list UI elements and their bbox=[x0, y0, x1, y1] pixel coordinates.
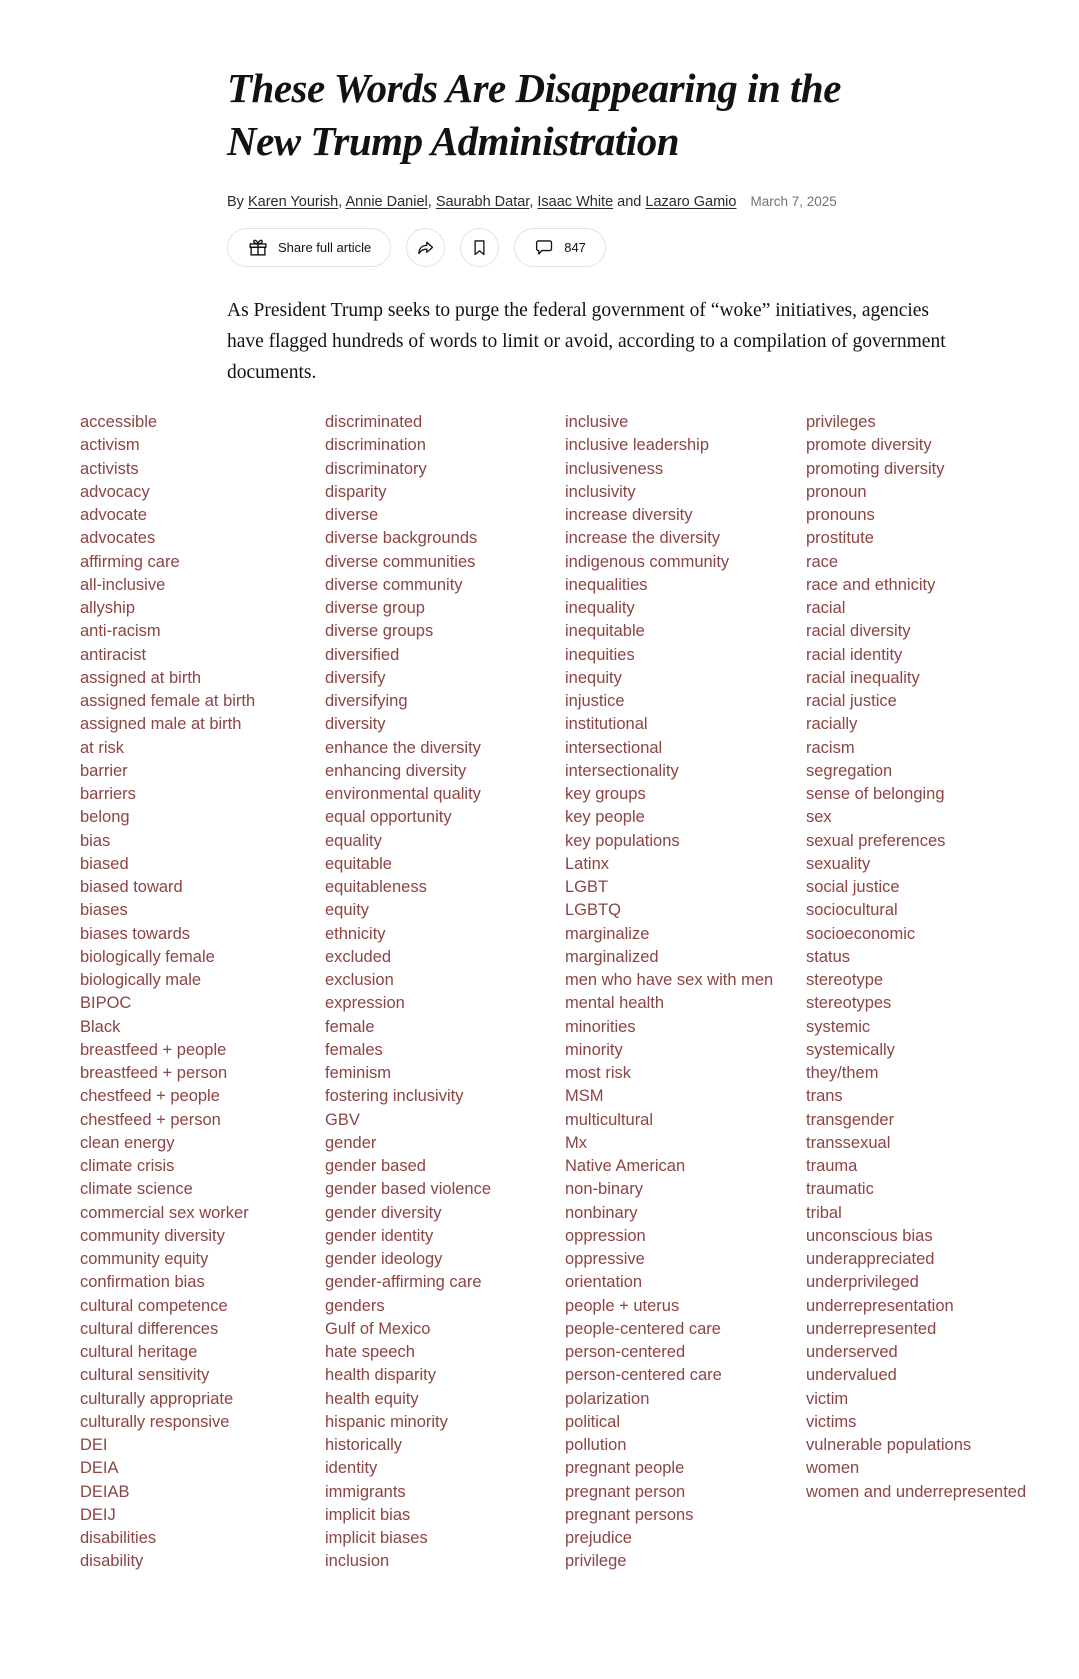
word-item: increase the diversity bbox=[565, 529, 720, 548]
word-item: belong bbox=[80, 808, 130, 827]
word-item: person-centered care bbox=[565, 1366, 722, 1385]
publish-date: March 7, 2025 bbox=[750, 194, 837, 209]
word-item: underprivileged bbox=[806, 1273, 919, 1292]
word-item: cultural sensitivity bbox=[80, 1366, 210, 1385]
word-item: inequity bbox=[565, 668, 622, 687]
comments-button[interactable] bbox=[514, 228, 606, 267]
word-item: transsexual bbox=[806, 1133, 891, 1152]
author-link[interactable]: Annie Daniel bbox=[345, 194, 428, 210]
word-item: diversify bbox=[325, 668, 386, 687]
word-item: intersectionality bbox=[565, 761, 679, 780]
word-item: undervalued bbox=[806, 1366, 897, 1385]
word-item: injustice bbox=[565, 692, 625, 710]
word-item: underappreciated bbox=[806, 1250, 935, 1268]
word-item: indigenous community bbox=[565, 552, 730, 571]
word-item: equal opportunity bbox=[325, 808, 452, 827]
word-item: all-inclusive bbox=[80, 575, 166, 594]
byline-text: , bbox=[427, 194, 436, 210]
word-item: MSM bbox=[565, 1087, 604, 1106]
share-full-article-button[interactable] bbox=[227, 228, 391, 267]
word-item: diverse groups bbox=[325, 622, 434, 641]
word-item: person-centered bbox=[565, 1343, 686, 1361]
word-item: sexual preferences bbox=[806, 831, 946, 850]
word-item: breastfeed + person bbox=[80, 1064, 228, 1082]
word-item: status bbox=[806, 947, 851, 966]
word-item: hate speech bbox=[325, 1343, 415, 1361]
word-item: promoting diversity bbox=[806, 459, 945, 478]
word-item: commercial sex worker bbox=[80, 1203, 249, 1222]
word-item: diverse community bbox=[325, 575, 463, 594]
word-item: fostering inclusivity bbox=[325, 1087, 464, 1106]
word-item: trans bbox=[806, 1087, 843, 1106]
word-item: diverse communities bbox=[325, 552, 476, 571]
word-item: cultural heritage bbox=[80, 1343, 198, 1361]
word-item: polarization bbox=[565, 1389, 650, 1408]
word-item: discriminatory bbox=[325, 459, 427, 478]
word-item: equality bbox=[325, 831, 382, 850]
word-item: inclusiveness bbox=[565, 459, 664, 478]
word-item: Black bbox=[80, 1017, 121, 1036]
word-item: minorities bbox=[565, 1017, 636, 1036]
word-item: vulnerable populations bbox=[806, 1436, 972, 1454]
word-item: gender based violence bbox=[325, 1180, 492, 1199]
word-item: excluded bbox=[325, 947, 392, 966]
word-item: biased toward bbox=[80, 878, 183, 896]
word-item: health equity bbox=[325, 1389, 419, 1408]
word-item: immigrants bbox=[325, 1482, 406, 1501]
word-item: BIPOC bbox=[80, 994, 132, 1013]
word-item: implicit biases bbox=[325, 1529, 428, 1547]
word-item: community equity bbox=[80, 1250, 209, 1268]
word-item: activists bbox=[80, 459, 139, 478]
word-item: diverse bbox=[325, 506, 379, 524]
word-item: disability bbox=[80, 1552, 144, 1571]
word-item: inequalities bbox=[565, 575, 648, 594]
comment-count: 847 bbox=[564, 240, 586, 255]
word-item: non-binary bbox=[565, 1180, 643, 1199]
word-item: equity bbox=[325, 901, 370, 920]
word-item: marginalize bbox=[565, 924, 650, 943]
word-item: barriers bbox=[80, 785, 136, 803]
word-item: culturally appropriate bbox=[80, 1389, 234, 1408]
word-item: accessible bbox=[80, 413, 158, 431]
word-item: biases towards bbox=[80, 924, 191, 943]
word-item: climate science bbox=[80, 1180, 193, 1199]
word-item: systemically bbox=[806, 1040, 895, 1059]
word-item: GBV bbox=[325, 1110, 360, 1129]
word-item: orientation bbox=[565, 1273, 643, 1292]
word-item: advocate bbox=[80, 506, 147, 524]
author-link[interactable]: Isaac White bbox=[537, 194, 614, 210]
word-item: sexuality bbox=[806, 854, 871, 873]
word-item: discrimination bbox=[325, 436, 426, 455]
word-item: key groups bbox=[565, 785, 646, 803]
word-item: diverse backgrounds bbox=[325, 529, 478, 548]
headline-line-1: These Words Are Disappearing in the bbox=[227, 65, 841, 111]
word-item: discriminated bbox=[325, 413, 423, 431]
word-item: key populations bbox=[565, 831, 680, 850]
word-item: diversity bbox=[325, 715, 386, 734]
word-list bbox=[80, 411, 1079, 1574]
word-item: historically bbox=[325, 1436, 403, 1454]
word-item: pronouns bbox=[806, 506, 875, 524]
byline-text: , bbox=[338, 194, 346, 210]
word-item: disabilities bbox=[80, 1529, 157, 1547]
word-item: social justice bbox=[806, 878, 900, 896]
bookmark-button[interactable] bbox=[460, 228, 499, 267]
word-item: increase diversity bbox=[565, 506, 693, 524]
word-item: political bbox=[565, 1412, 621, 1431]
word-item: multicultural bbox=[565, 1110, 654, 1129]
word-item: DEIJ bbox=[80, 1505, 116, 1524]
word-item: systemic bbox=[806, 1017, 871, 1036]
word-item: race and ethnicity bbox=[806, 575, 936, 594]
word-column-2 bbox=[325, 411, 565, 1574]
word-item: assigned female at birth bbox=[80, 692, 256, 710]
word-item: transgender bbox=[806, 1110, 895, 1129]
word-item: Gulf of Mexico bbox=[325, 1319, 431, 1338]
byline-text: , bbox=[529, 194, 538, 210]
word-item: racism bbox=[806, 738, 855, 757]
word-column-3 bbox=[565, 411, 806, 1574]
word-item: females bbox=[325, 1040, 383, 1059]
word-item: gender ideology bbox=[325, 1250, 443, 1268]
word-item: tribal bbox=[806, 1203, 842, 1222]
word-item: cultural differences bbox=[80, 1319, 219, 1338]
word-item: barrier bbox=[80, 761, 128, 780]
share-full-article-label: Share full article bbox=[278, 240, 372, 255]
word-item: biased bbox=[80, 854, 129, 873]
headline-line-2: New Trump Administration bbox=[227, 118, 680, 164]
word-item: oppressive bbox=[565, 1250, 645, 1268]
word-item: privilege bbox=[565, 1552, 627, 1571]
intro-paragraph: As President Trump seeks to purge the federal government of “woke” initiatives, agencies have flagged hundreds of words to limit or avoid, according to a compilation of government documents. bbox=[227, 300, 946, 383]
word-item: socioeconomic bbox=[806, 924, 916, 943]
word-item: nonbinary bbox=[565, 1203, 638, 1222]
word-item: gender-affirming care bbox=[325, 1273, 482, 1292]
word-item: sociocultural bbox=[806, 901, 898, 920]
word-item: inclusion bbox=[325, 1552, 390, 1571]
word-item: at risk bbox=[80, 738, 125, 757]
word-item: gender identity bbox=[325, 1226, 434, 1245]
word-item: sense of belonging bbox=[806, 785, 945, 803]
share-button[interactable] bbox=[406, 228, 445, 267]
word-item: men who have sex with men bbox=[565, 971, 774, 989]
comment-icon bbox=[534, 237, 555, 258]
word-item: racial bbox=[806, 599, 846, 617]
word-item: biases bbox=[80, 901, 128, 920]
word-item: underrepresented bbox=[806, 1319, 937, 1338]
byline-authors bbox=[227, 194, 736, 210]
word-item: DEI bbox=[80, 1436, 108, 1454]
word-item: race bbox=[806, 552, 839, 571]
word-item: bias bbox=[80, 831, 111, 850]
word-item: pollution bbox=[565, 1436, 627, 1454]
word-item: traumatic bbox=[806, 1180, 874, 1199]
word-item: anti-racism bbox=[80, 622, 161, 641]
word-item: marginalized bbox=[565, 947, 659, 966]
word-item: stereotypes bbox=[806, 994, 892, 1013]
word-item: health disparity bbox=[325, 1366, 436, 1385]
word-item: biologically male bbox=[80, 971, 202, 989]
word-item: expression bbox=[325, 994, 405, 1013]
word-item: victim bbox=[806, 1389, 849, 1408]
word-item: intersectional bbox=[565, 738, 663, 757]
word-item: hispanic minority bbox=[325, 1412, 448, 1431]
word-item: pregnant people bbox=[565, 1459, 685, 1478]
word-item: cultural competence bbox=[80, 1296, 228, 1315]
word-item: exclusion bbox=[325, 971, 394, 989]
word-item: gender based bbox=[325, 1157, 426, 1175]
word-item: gender diversity bbox=[325, 1203, 442, 1222]
word-item: equitable bbox=[325, 854, 392, 873]
word-column-1 bbox=[80, 411, 325, 1574]
word-item: breastfeed + people bbox=[80, 1040, 227, 1059]
word-item: enhancing diversity bbox=[325, 761, 467, 780]
word-item: prejudice bbox=[565, 1529, 632, 1547]
word-item: diversified bbox=[325, 645, 400, 664]
word-item: ethnicity bbox=[325, 924, 386, 943]
author-link[interactable]: Saurabh Datar bbox=[435, 194, 530, 210]
word-item: racial identity bbox=[806, 645, 903, 664]
word-item: trauma bbox=[806, 1157, 858, 1175]
gift-icon bbox=[247, 237, 269, 259]
word-item: DEIA bbox=[80, 1459, 119, 1478]
word-item: underrepresentation bbox=[806, 1296, 954, 1315]
word-item: key people bbox=[565, 808, 645, 827]
word-item: chestfeed + person bbox=[80, 1110, 221, 1129]
word-item: identity bbox=[325, 1459, 378, 1478]
word-item: clean energy bbox=[80, 1133, 175, 1152]
word-item: LGBTQ bbox=[565, 901, 621, 920]
word-item: affirming care bbox=[80, 552, 180, 571]
bookmark-icon bbox=[469, 237, 490, 258]
word-item: gender bbox=[325, 1133, 377, 1152]
word-item: pronoun bbox=[806, 482, 867, 501]
word-item: activism bbox=[80, 436, 140, 455]
word-item: inclusive bbox=[565, 413, 629, 431]
word-item: unconscious bias bbox=[806, 1226, 933, 1245]
author-link[interactable]: Karen Yourish bbox=[247, 194, 339, 210]
word-item: feminism bbox=[325, 1064, 392, 1082]
word-item: institutional bbox=[565, 715, 648, 734]
word-item: inequitable bbox=[565, 622, 645, 641]
word-item: LGBT bbox=[565, 878, 609, 896]
word-item: female bbox=[325, 1017, 375, 1036]
word-item: assigned male at birth bbox=[80, 715, 242, 734]
word-item: biologically female bbox=[80, 947, 215, 966]
word-item: implicit bias bbox=[325, 1505, 411, 1524]
word-item: pregnant person bbox=[565, 1482, 686, 1501]
share-arrow-icon bbox=[415, 237, 436, 258]
word-item: diversifying bbox=[325, 692, 408, 710]
word-column-4 bbox=[806, 411, 1079, 1574]
article-toolbar bbox=[227, 228, 967, 267]
byline-text: By bbox=[227, 194, 248, 210]
word-item: they/them bbox=[806, 1064, 879, 1082]
word-item: Latinx bbox=[565, 854, 610, 873]
word-item: mental health bbox=[565, 994, 665, 1013]
word-item: racial diversity bbox=[806, 622, 911, 641]
word-item: assigned at birth bbox=[80, 668, 202, 687]
word-item: Native American bbox=[565, 1157, 686, 1175]
word-item: advocates bbox=[80, 529, 156, 548]
word-item: people-centered care bbox=[565, 1319, 721, 1338]
word-item: environmental quality bbox=[325, 785, 481, 803]
word-item: genders bbox=[325, 1296, 385, 1315]
word-item: inclusivity bbox=[565, 482, 636, 501]
author-link[interactable]: Lazaro Gamio bbox=[645, 194, 737, 210]
word-item: pregnant persons bbox=[565, 1505, 694, 1524]
word-item: victims bbox=[806, 1412, 857, 1431]
word-item: minority bbox=[565, 1040, 623, 1059]
byline bbox=[227, 192, 967, 212]
word-item: advocacy bbox=[80, 482, 150, 501]
word-item: women and underrepresented bbox=[806, 1482, 1027, 1501]
word-item: inequities bbox=[565, 645, 635, 664]
byline-text: and bbox=[613, 194, 646, 210]
word-item: inclusive leadership bbox=[565, 436, 709, 455]
word-item: racial inequality bbox=[806, 668, 920, 687]
word-item: climate crisis bbox=[80, 1157, 175, 1175]
word-item: stereotype bbox=[806, 971, 884, 989]
word-item: segregation bbox=[806, 761, 893, 780]
word-item: Mx bbox=[565, 1133, 587, 1152]
word-item: diverse group bbox=[325, 599, 425, 617]
word-item: community diversity bbox=[80, 1226, 225, 1245]
word-item: culturally responsive bbox=[80, 1412, 230, 1431]
word-item: most risk bbox=[565, 1064, 631, 1082]
word-item: antiracist bbox=[80, 645, 147, 664]
word-item: privileges bbox=[806, 413, 876, 431]
word-item: chestfeed + people bbox=[80, 1087, 220, 1106]
word-item: women bbox=[806, 1459, 860, 1478]
word-item: racial justice bbox=[806, 692, 897, 710]
word-item: prostitute bbox=[806, 529, 874, 548]
word-item: people + uterus bbox=[565, 1296, 680, 1315]
word-item: inequality bbox=[565, 599, 635, 617]
word-item: racially bbox=[806, 715, 858, 734]
word-item: equitableness bbox=[325, 878, 427, 896]
word-item: oppression bbox=[565, 1226, 646, 1245]
word-item: sex bbox=[806, 808, 832, 827]
word-item: confirmation bias bbox=[80, 1273, 205, 1292]
word-item: DEIAB bbox=[80, 1482, 130, 1501]
page-title bbox=[227, 62, 967, 168]
article-header bbox=[0, 0, 967, 388]
word-item: disparity bbox=[325, 482, 387, 501]
word-item: promote diversity bbox=[806, 436, 932, 455]
word-item: enhance the diversity bbox=[325, 738, 481, 757]
word-item: allyship bbox=[80, 599, 136, 617]
word-item: underserved bbox=[806, 1343, 898, 1361]
